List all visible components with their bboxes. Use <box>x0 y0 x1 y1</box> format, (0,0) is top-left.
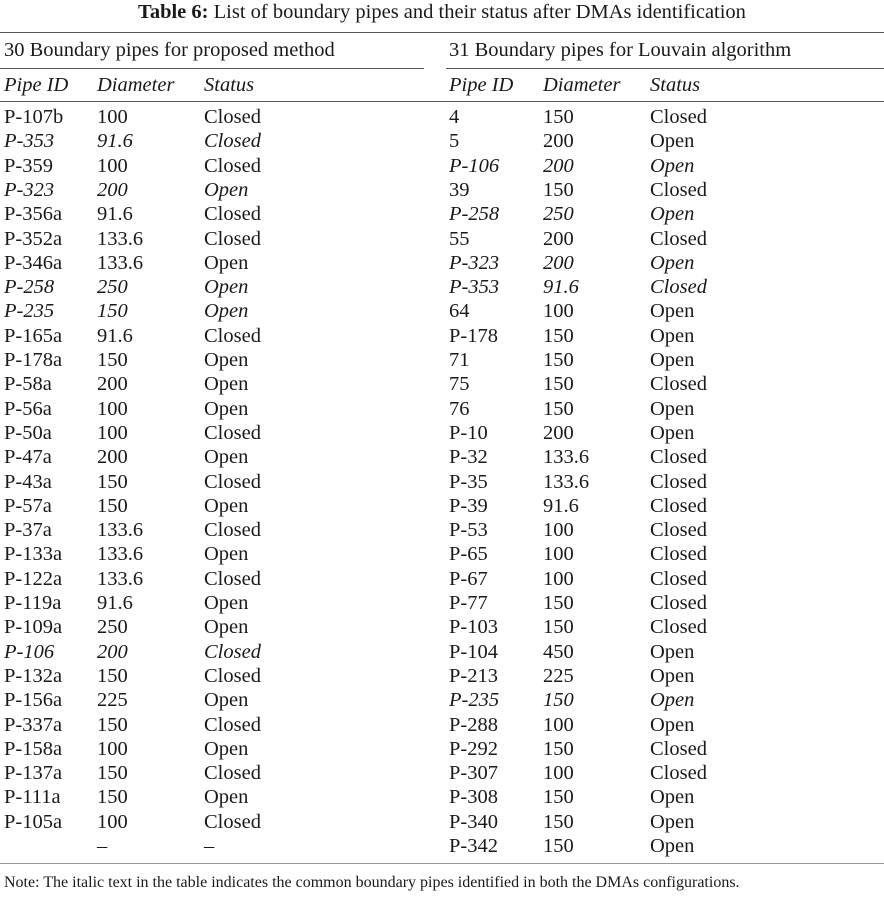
right-cell-diameter: 150 <box>543 178 574 201</box>
right-cell-pipe-id: P-307 <box>449 762 498 785</box>
right-cell-diameter: 91.6 <box>543 276 579 299</box>
left-cell-status: Closed <box>204 567 261 590</box>
left-cell-diameter: 150 <box>97 300 128 323</box>
right-cell-pipe-id: P-103 <box>449 616 498 639</box>
right-cell-diameter: 150 <box>543 810 574 833</box>
right-cell-pipe-id: 39 <box>449 178 470 201</box>
right-cell-diameter: 91.6 <box>543 494 579 517</box>
left-cell-diameter: 150 <box>97 713 128 736</box>
right-cell-status: Closed <box>650 543 707 566</box>
right-cell-diameter: 200 <box>543 421 574 444</box>
left-cell-diameter: 225 <box>97 689 128 712</box>
right-cell-pipe-id: P-39 <box>449 494 488 517</box>
right-cell-status: Open <box>650 835 695 857</box>
left-cell-status: Closed <box>204 762 261 785</box>
right-cell-status: Open <box>650 324 695 347</box>
right-cell-status: Open <box>650 713 695 736</box>
left-cell-diameter: 150 <box>97 762 128 785</box>
right-cell-diameter: 150 <box>543 106 574 128</box>
right-cell-status: Closed <box>650 178 707 201</box>
right-cell-status: Open <box>650 640 695 663</box>
right-cell-diameter: 200 <box>543 130 574 153</box>
right-cell-diameter: 150 <box>543 397 574 420</box>
left-cell-status: Closed <box>204 227 261 250</box>
left-cell-status: Open <box>204 737 249 760</box>
left-cell-pipe-id: P-165a <box>4 324 63 347</box>
left-group-title: 30 Boundary pipes for proposed method <box>4 39 335 61</box>
right-cell-diameter: 100 <box>543 519 574 542</box>
left-cell-pipe-id: P-47a <box>4 446 52 469</box>
left-cell-pipe-id: P-132a <box>4 664 63 687</box>
right-header-pipe-id: Pipe ID <box>449 74 514 96</box>
left-cell-status: Open <box>204 592 249 614</box>
right-cell-diameter: 100 <box>543 543 574 566</box>
left-cell-pipe-id: P-346a <box>4 251 63 274</box>
right-cell-pipe-id: P-10 <box>449 421 488 444</box>
left-header-pipe-id: Pipe ID <box>4 74 69 96</box>
left-cell-pipe-id: P-235 <box>4 300 55 323</box>
right-cell-status: Closed <box>650 446 707 469</box>
right-cell-status: Open <box>650 689 695 712</box>
left-cell-diameter: 91.6 <box>97 592 133 614</box>
right-cell-pipe-id: P-65 <box>449 543 488 566</box>
left-cell-diameter: – <box>97 835 108 857</box>
left-cell-pipe-id: P-119a <box>4 592 62 614</box>
right-cell-pipe-id: 71 <box>449 349 470 371</box>
right-cell-pipe-id: P-104 <box>449 640 498 663</box>
left-cell-status: Closed <box>204 470 261 493</box>
left-cell-diameter: 200 <box>97 640 128 663</box>
left-cell-pipe-id: P-50a <box>4 421 52 444</box>
left-cell-diameter: 250 <box>97 616 128 639</box>
header-rule <box>0 101 884 102</box>
right-cell-status: Closed <box>650 519 707 542</box>
right-cell-diameter: 133.6 <box>543 446 590 469</box>
right-cell-status: Closed <box>650 616 707 639</box>
right-cell-diameter: 150 <box>543 786 574 809</box>
right-cell-pipe-id: 64 <box>449 300 470 323</box>
left-cell-status: Open <box>204 251 249 274</box>
left-cell-status: Closed <box>204 130 261 153</box>
right-cell-pipe-id: 75 <box>449 373 470 396</box>
left-cell-diameter: 150 <box>97 664 128 687</box>
right-cell-status: Open <box>650 349 695 371</box>
right-cell-diameter: 150 <box>543 835 574 857</box>
right-cell-diameter: 200 <box>543 154 574 177</box>
right-cell-diameter: 150 <box>543 737 574 760</box>
right-cell-status: Open <box>650 786 695 809</box>
left-cell-diameter: 100 <box>97 737 128 760</box>
table-caption-text: List of boundary pipes and their status after DMAs identification <box>213 1 746 23</box>
right-cell-pipe-id: P-178 <box>449 324 498 347</box>
left-cell-diameter: 91.6 <box>97 203 133 226</box>
right-header-status: Status <box>650 74 701 96</box>
right-cell-status: Closed <box>650 567 707 590</box>
left-cell-diameter: 150 <box>97 786 128 809</box>
left-cell-pipe-id: P-158a <box>4 737 63 760</box>
right-cell-status: Closed <box>650 592 707 614</box>
left-cell-pipe-id: P-156a <box>4 689 63 712</box>
right-header-diameter: Diameter <box>543 74 621 96</box>
left-cell-pipe-id: P-106 <box>4 640 55 663</box>
right-cell-pipe-id: 4 <box>449 106 460 128</box>
left-cell-pipe-id: P-57a <box>4 494 52 517</box>
left-cell-status: Closed <box>204 203 261 226</box>
right-cell-pipe-id: P-292 <box>449 737 498 760</box>
right-cell-diameter: 150 <box>543 616 574 639</box>
left-cell-pipe-id: P-109a <box>4 616 63 639</box>
left-cell-pipe-id: P-337a <box>4 713 63 736</box>
left-cell-diameter: 100 <box>97 397 128 420</box>
left-cell-pipe-id: P-111a <box>4 786 61 809</box>
left-cell-status: Closed <box>204 154 261 177</box>
right-cell-diameter: 200 <box>543 251 574 274</box>
left-cell-pipe-id: P-356a <box>4 203 63 226</box>
right-cell-pipe-id: P-35 <box>449 470 488 493</box>
right-cell-diameter: 100 <box>543 300 574 323</box>
right-cell-status: Closed <box>650 373 707 396</box>
left-cell-diameter: 91.6 <box>97 324 133 347</box>
right-cell-status: Closed <box>650 762 707 785</box>
left-cell-status: Closed <box>204 519 261 542</box>
left-cell-status: Open <box>204 494 249 517</box>
left-cell-status: Open <box>204 300 249 323</box>
right-cell-diameter: 133.6 <box>543 470 590 493</box>
left-cell-status: Open <box>204 349 249 371</box>
right-cell-diameter: 150 <box>543 324 574 347</box>
left-cell-status: Open <box>204 397 249 420</box>
right-cell-pipe-id: P-288 <box>449 713 498 736</box>
left-cell-pipe-id: P-178a <box>4 349 63 371</box>
table-caption-label: Table 6: <box>138 1 209 23</box>
left-cell-status: Open <box>204 786 249 809</box>
right-cell-status: Closed <box>650 227 707 250</box>
left-cell-status: Closed <box>204 106 261 128</box>
bottom-rule <box>0 863 884 864</box>
right-cell-pipe-id: P-308 <box>449 786 498 809</box>
right-cell-status: Closed <box>650 106 707 128</box>
right-cell-pipe-id: P-77 <box>449 592 488 614</box>
right-cell-pipe-id: 76 <box>449 397 470 420</box>
left-cell-diameter: 250 <box>97 276 128 299</box>
left-cell-pipe-id: P-107b <box>4 106 64 128</box>
right-cell-status: Closed <box>650 737 707 760</box>
right-cell-diameter: 100 <box>543 713 574 736</box>
left-cell-pipe-id: P-56a <box>4 397 52 420</box>
right-cell-status: Closed <box>650 470 707 493</box>
left-cell-diameter: 91.6 <box>97 130 133 153</box>
left-cell-diameter: 100 <box>97 421 128 444</box>
right-cell-diameter: 100 <box>543 762 574 785</box>
left-cell-diameter: 133.6 <box>97 519 144 542</box>
right-cell-diameter: 150 <box>543 349 574 371</box>
table-caption <box>0 0 884 24</box>
right-cell-pipe-id: 55 <box>449 227 470 250</box>
left-cell-diameter: 200 <box>97 446 128 469</box>
right-cell-pipe-id: 5 <box>449 130 460 153</box>
left-cell-status: Open <box>204 689 249 712</box>
left-cell-diameter: 200 <box>97 373 128 396</box>
left-cell-diameter: 150 <box>97 494 128 517</box>
right-cell-status: Open <box>650 664 695 687</box>
left-cell-status: Closed <box>204 713 261 736</box>
left-cell-status: – <box>204 835 215 857</box>
right-cell-diameter: 200 <box>543 227 574 250</box>
right-cell-diameter: 250 <box>543 203 574 226</box>
right-cell-pipe-id: P-32 <box>449 446 488 469</box>
right-cell-status: Open <box>650 421 695 444</box>
left-cell-pipe-id: P-37a <box>4 519 52 542</box>
left-cell-status: Closed <box>204 640 261 663</box>
left-cell-status: Closed <box>204 421 261 444</box>
right-cell-status: Open <box>650 397 695 420</box>
left-cell-status: Open <box>204 178 249 201</box>
left-group-rule <box>0 68 424 69</box>
right-cell-pipe-id: P-340 <box>449 810 498 833</box>
right-cell-pipe-id: P-67 <box>449 567 488 590</box>
right-cell-status: Open <box>650 810 695 833</box>
right-cell-pipe-id: P-235 <box>449 689 500 712</box>
left-cell-pipe-id: P-43a <box>4 470 52 493</box>
right-cell-pipe-id: P-53 <box>449 519 488 542</box>
right-cell-status: Open <box>650 300 695 323</box>
right-cell-status: Open <box>650 203 695 226</box>
right-cell-pipe-id: P-258 <box>449 203 500 226</box>
left-cell-diameter: 100 <box>97 106 128 128</box>
left-cell-pipe-id: P-122a <box>4 567 63 590</box>
right-cell-pipe-id: P-213 <box>449 664 498 687</box>
left-cell-status: Closed <box>204 324 261 347</box>
left-cell-status: Open <box>204 543 249 566</box>
right-cell-pipe-id: P-323 <box>449 251 500 274</box>
table-note: Note: The italic text in the table indicates the common boundary pipes identified in both the DMAs configurations. <box>4 874 740 891</box>
left-cell-status: Closed <box>204 810 261 833</box>
left-cell-diameter: 133.6 <box>97 251 144 274</box>
right-cell-status: Open <box>650 154 695 177</box>
left-header-diameter: Diameter <box>97 74 175 96</box>
right-group-title: 31 Boundary pipes for Louvain algorithm <box>449 39 792 61</box>
left-cell-pipe-id: P-133a <box>4 543 63 566</box>
left-cell-pipe-id: P-359 <box>4 154 53 177</box>
left-cell-diameter: 100 <box>97 154 128 177</box>
left-cell-status: Open <box>204 616 249 639</box>
left-cell-pipe-id: P-353 <box>4 130 55 153</box>
left-cell-diameter: 150 <box>97 349 128 371</box>
right-cell-status: Closed <box>650 494 707 517</box>
right-cell-diameter: 150 <box>543 592 574 614</box>
left-cell-diameter: 133.6 <box>97 543 144 566</box>
right-cell-diameter: 100 <box>543 567 574 590</box>
left-cell-pipe-id: P-58a <box>4 373 52 396</box>
left-cell-status: Open <box>204 373 249 396</box>
left-cell-pipe-id: P-352a <box>4 227 63 250</box>
right-cell-status: Open <box>650 130 695 153</box>
left-cell-pipe-id: P-323 <box>4 178 55 201</box>
right-cell-status: Closed <box>650 276 707 299</box>
right-cell-diameter: 150 <box>543 689 574 712</box>
left-cell-status: Open <box>204 446 249 469</box>
left-cell-diameter: 133.6 <box>97 227 144 250</box>
top-rule <box>0 32 884 33</box>
right-cell-pipe-id: P-342 <box>449 835 498 857</box>
left-cell-status: Open <box>204 276 249 299</box>
left-cell-pipe-id: P-105a <box>4 810 63 833</box>
left-header-status: Status <box>204 74 255 96</box>
left-cell-pipe-id: P-137a <box>4 762 63 785</box>
right-cell-status: Open <box>650 251 695 274</box>
right-cell-diameter: 225 <box>543 664 574 687</box>
left-cell-pipe-id: P-258 <box>4 276 55 299</box>
left-cell-diameter: 133.6 <box>97 567 144 590</box>
right-cell-pipe-id: P-353 <box>449 276 500 299</box>
left-cell-status: Closed <box>204 664 261 687</box>
left-cell-diameter: 200 <box>97 178 128 201</box>
left-cell-diameter: 100 <box>97 810 128 833</box>
left-cell-diameter: 150 <box>97 470 128 493</box>
right-group-rule <box>446 68 884 69</box>
right-cell-diameter: 150 <box>543 373 574 396</box>
right-cell-pipe-id: P-106 <box>449 154 500 177</box>
right-cell-diameter: 450 <box>543 640 574 663</box>
